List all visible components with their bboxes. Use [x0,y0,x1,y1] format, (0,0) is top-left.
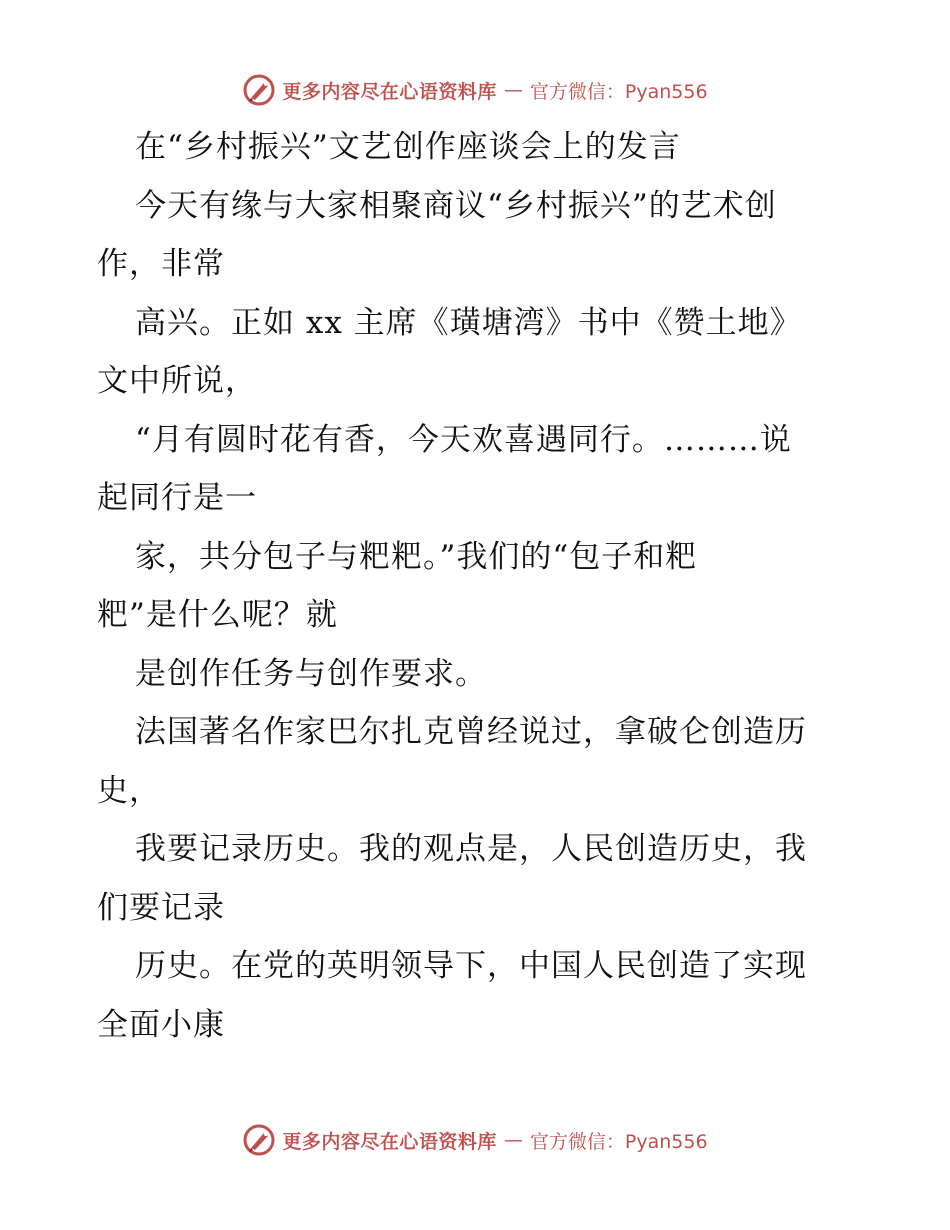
paragraph-line: 历史。在党的英明领导下，中国人民创造了实现 [135,948,807,984]
paragraph-line: “月有圆时花有香，今天欢喜遇同行。………说 [135,421,792,458]
footer-banner [0,1120,950,1160]
paragraph-line: 文中所说， [97,363,257,399]
paragraph-line: 高兴。正如 xx 主席《璜塘湾》书中《赞土地》 [135,304,802,341]
paragraph-line: 家，共分包子与粑粑。”我们的“包子和粑 [135,538,698,575]
footer-banner-dash: — [503,1129,523,1151]
header-banner [0,70,950,110]
paragraph-line: 们要记录 [97,889,225,926]
pen-logo-icon [242,73,276,107]
paragraph-line: 粑”是什么呢？就 [97,597,338,633]
paragraph-line: 起同行是一 [97,480,257,516]
paragraph-line: 史， [97,772,161,809]
pen-logo-icon [242,1123,276,1157]
header-wechat-id: 官方微信：Pyan556 [529,80,708,103]
paragraph-line: 法国著名作家巴尔扎克曾经说过，拿破仑创造历 [135,714,807,750]
footer-banner-inner [242,1123,707,1157]
footer-banner-text: 更多内容尽在心语资料库 [282,1130,497,1153]
document-title: 在“乡村振兴”文艺创作座谈会上的发言 [135,129,681,165]
header-banner-text: 更多内容尽在心语资料库 [282,80,497,103]
paragraph-line: 是创作任务与创作要求。 [135,655,487,692]
paragraph-line: 我要记录历史。我的观点是，人民创造历史，我 [135,831,807,867]
footer-wechat-id: 官方微信：Pyan556 [529,1130,708,1153]
header-banner-dash: — [503,79,523,101]
paragraph-line: 作，非常 [97,246,225,282]
paragraph-line: 全面小康 [97,1006,225,1043]
header-banner-inner [242,73,707,107]
document-body [97,118,857,1054]
paragraph-line: 今天有缘与大家相聚商议“乡村振兴”的艺术创 [135,187,777,224]
